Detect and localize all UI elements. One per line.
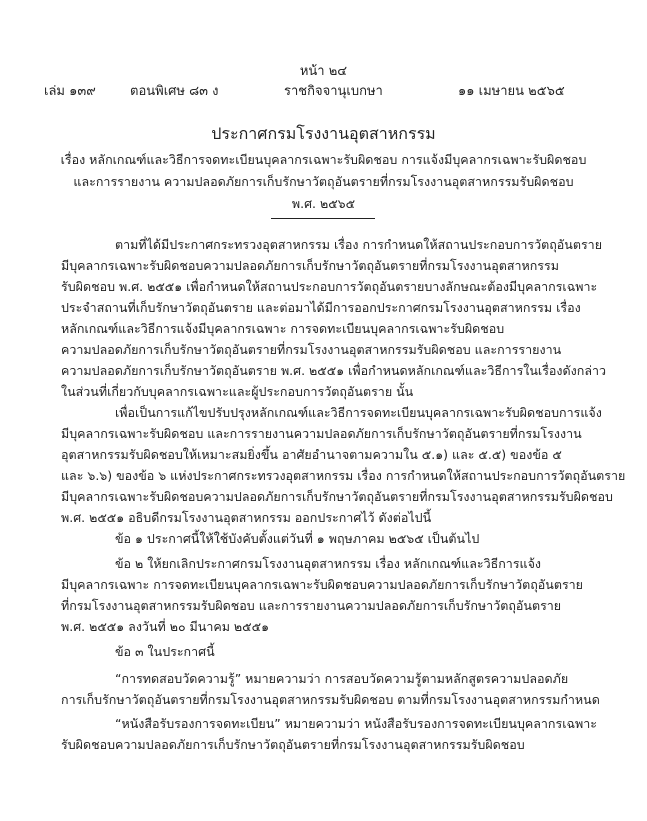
paragraph-line: ตามที่ได้มีประกาศกระทรวงอุตสาหกรรม เรื่อง การกำหนดให้สถานประกอบการวัตถุอันตราย bbox=[115, 237, 603, 252]
paragraph-line: “หนังสือรับรองการจดทะเบียน” หมายความว่า หนังสือรับรองการจดทะเบียนบุคลากรเฉพาะ bbox=[115, 716, 597, 731]
document-title: ประกาศกรมโรงงานอุตสาหกรรม bbox=[211, 124, 436, 143]
title-divider bbox=[271, 218, 375, 219]
paragraph-line: ข้อ ๒ ให้ยกเลิกประกาศกรมโรงงานอุตสาหกรรม เรื่อง หลักเกณฑ์และวิธีการแจ้ง bbox=[115, 556, 542, 571]
paragraph-line: พ.ศ. ๒๕๕๑ อธิบดีกรมโรงงานอุตสาหกรรม ออกประกาศไว้ ดังต่อไปนี้ bbox=[61, 510, 432, 525]
subject-line-1: เรื่อง หลักเกณฑ์และวิธีการจดทะเบียนบุคลากรเฉพาะรับผิดชอบ การแจ้งมีบุคลากรเฉพาะรับผิดชอบ bbox=[60, 152, 587, 167]
paragraph-line: ความปลอดภัยการเก็บรักษาวัตถุอันตราย พ.ศ. ๒๕๕๑ เพื่อกำหนดหลักเกณฑ์และวิธีการในเรื่องดังกล่าว bbox=[61, 363, 607, 378]
paragraph-line: “การทดสอบวัดความรู้” หมายความว่า การสอบวัดความรู้ตามหลักสูตรความปลอดภัย bbox=[115, 671, 569, 686]
paragraph-line: และ ๖.๖) ของข้อ ๖ แห่งประกาศกระทรวงอุตสาหกรรม เรื่อง การกำหนดให้สถานประกอบการวัตถุอันตราย bbox=[61, 468, 626, 483]
paragraph-line: ในส่วนที่เกี่ยวกับบุคลากรเฉพาะและผู้ประกอบการวัตถุอันตราย นั้น bbox=[61, 384, 414, 399]
paragraph-line: มีบุคลากรเฉพาะรับผิดชอบ และการรายงานความปลอดภัยการเก็บรักษาวัตถุอันตรายที่กรมโรงงาน bbox=[61, 426, 582, 441]
volume-label: เล่ม ๑๓๙ bbox=[44, 84, 96, 99]
paragraph-line: ประจำสถานที่เก็บรักษาวัตถุอันตราย และต่อมาได้มีการออกประกาศกรมโรงงานอุตสาหกรรม เรื่อง bbox=[61, 300, 581, 315]
page-number: หน้า ๒๔ bbox=[299, 64, 348, 79]
paragraph-line: ข้อ ๑ ประกาศนี้ให้ใช้บังคับตั้งแต่วันที่ ๑ พฤษภาคม ๒๕๖๕ เป็นต้นไป bbox=[115, 531, 480, 546]
gazette-name: ราชกิจจานุเบกษา bbox=[284, 84, 383, 99]
paragraph-preamble bbox=[61, 234, 607, 402]
definition-registration-certificate bbox=[61, 713, 601, 755]
paragraph-authority bbox=[61, 402, 626, 528]
subject-line-2: และการรายงาน ความปลอดภัยการเก็บรักษาวัตถุอันตรายที่กรมโรงงานอุตสาหกรรมรับผิดชอบ bbox=[73, 174, 574, 189]
clause-3 bbox=[61, 641, 601, 662]
paragraph-line: มีบุคลากรเฉพาะ การจดทะเบียนบุคลากรเฉพาะรับผิดชอบความปลอดภัยการเก็บรักษาวัตถุอันตราย bbox=[61, 577, 584, 592]
paragraph-line: การเก็บรักษาวัตถุอันตรายที่กรมโรงงานอุตสาหกรรมรับผิดชอบ ตามที่กรมโรงงานอุตสาหกรรมกำหนด bbox=[61, 692, 600, 707]
clause-2 bbox=[61, 553, 601, 637]
paragraph-line: พ.ศ. ๒๕๕๑ ลงวันที่ ๒๐ มีนาคม ๒๕๕๑ bbox=[61, 619, 270, 634]
paragraph-line: หลักเกณฑ์และวิธีการแจ้งมีบุคลากรเฉพาะ การจดทะเบียนบุคลากรเฉพาะรับผิดชอบ bbox=[61, 321, 505, 336]
definition-knowledge-test bbox=[61, 668, 601, 710]
paragraph-line: เพื่อเป็นการแก้ไขปรับปรุงหลักเกณฑ์และวิธีการจดทะเบียนบุคลากรเฉพาะรับผิดชอบการแจ้ง bbox=[115, 405, 602, 420]
paragraph-line: มีบุคลากรเฉพาะรับผิดชอบความปลอดภัยการเก็บรักษาวัตถุอันตรายที่กรมโรงงานอุตสาหกรรม bbox=[61, 258, 559, 273]
subject-line-3: พ.ศ. ๒๕๖๕ bbox=[291, 196, 356, 211]
publication-date: ๑๑ เมษายน ๒๕๖๕ bbox=[458, 84, 565, 99]
special-issue-label: ตอนพิเศษ ๘๓ ง bbox=[130, 84, 219, 99]
paragraph-line: มีบุคลากรเฉพาะรับผิดชอบความปลอดภัยการเก็บรักษาวัตถุอันตรายที่กรมโรงงานอุตสาหกรรมรับผิดชอบ bbox=[61, 489, 613, 504]
paragraph-line: ความปลอดภัยการเก็บรักษาวัตถุอันตรายที่กรมโรงงานอุตสาหกรรมรับผิดชอบ และการรายงาน bbox=[61, 342, 562, 357]
paragraph-line: อุตสาหกรรมรับผิดชอบให้เหมาะสมยิ่งขึ้น อาศัยอำนาจตามความใน ๕.๑) และ ๕.๕) ของข้อ ๕ bbox=[61, 447, 562, 462]
paragraph-line: ข้อ ๓ ในประกาศนี้ bbox=[115, 644, 215, 659]
clause-1 bbox=[61, 528, 601, 549]
paragraph-line: ที่กรมโรงงานอุตสาหกรรมรับผิดชอบ และการรายงานความปลอดภัยการเก็บรักษาวัตถุอันตราย bbox=[61, 598, 562, 613]
paragraph-line: รับผิดชอบความปลอดภัยการเก็บรักษาวัตถุอันตรายที่กรมโรงงานอุตสาหกรรมรับผิดชอบ bbox=[61, 737, 525, 752]
paragraph-line: รับผิดชอบ พ.ศ. ๒๕๕๑ เพื่อกำหนดให้สถานประกอบการวัตถุอันตรายบางลักษณะต้องมีบุคลากรเฉพาะ bbox=[61, 279, 598, 294]
